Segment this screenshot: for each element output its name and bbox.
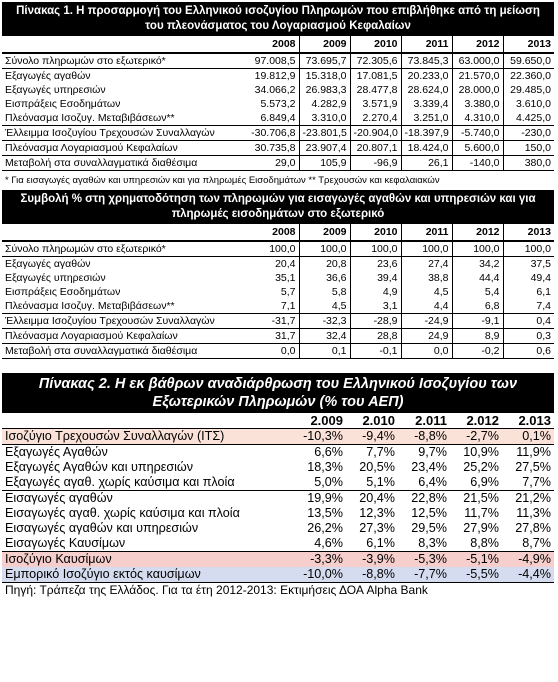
row-value: -0,1 <box>350 344 401 359</box>
row-value: -3,9% <box>346 552 398 568</box>
row-value: 22.360,0 <box>503 69 554 84</box>
row-value: -24,9 <box>401 314 452 329</box>
table-row <box>2 491 554 507</box>
row-label: Έλλειμμα Ισοζυγίου Τρεχουσών Συναλλαγών <box>2 314 248 329</box>
row-value: -9,4% <box>346 429 398 445</box>
row-value: 6,1 <box>503 285 554 299</box>
table2-source: Πηγή: Τράπεζα της Ελλάδος. Για τα έτη 2012-2013: Εκτιμήσεις ΔΟΑ Alpha Bank <box>2 582 554 598</box>
row-value: 34,2 <box>452 257 503 272</box>
row-value: 7,1 <box>280 300 296 312</box>
row-label: Σύνολο πληρωμών στο εξωτερικό* <box>2 53 248 69</box>
row-label: Εξαγωγές αγαθ. χωρίς καύσιμα και πλοία <box>2 475 294 491</box>
row-value: -0,2 <box>452 344 503 359</box>
row-value: 5,8 <box>299 285 350 299</box>
table-row <box>2 69 554 84</box>
row-value: 23.907,4 <box>299 141 350 156</box>
row-value: 15.318,0 <box>299 69 350 84</box>
row-value: 4,6% <box>294 536 346 552</box>
table-row <box>2 475 554 491</box>
row-value: 2.270,4 <box>350 111 401 126</box>
row-value: 8,9 <box>452 329 503 344</box>
year-header: 2012 <box>452 224 503 241</box>
row-value: 26,2% <box>307 521 343 535</box>
table-row <box>2 111 554 126</box>
row-value: 34.066,2 <box>254 84 296 96</box>
table1-footnote: * Για εισαγωγές αγαθών και υπηρεσιών και για πληρωμές Εισοδημάτων ** Τρεχουσών και κεφαλαιακών <box>5 175 440 186</box>
row-value: 23,6 <box>350 257 401 272</box>
table-row <box>2 314 554 329</box>
row-value: 12,3% <box>359 506 395 520</box>
row-label: Μεταβολή στα συναλλαγματικά διαθέσιμα <box>2 344 248 359</box>
row-value: 19.812,9 <box>254 70 296 82</box>
table-row <box>2 53 554 69</box>
year-header: 2013 <box>503 224 554 241</box>
row-value: 20,8 <box>299 257 350 272</box>
header-row <box>2 224 554 241</box>
row-label: Εμπορικό Ισοζύγιο εκτός καυσίμων <box>2 567 294 582</box>
row-value: 73.845,3 <box>401 53 452 69</box>
row-label: Εισαγωγές Καυσίμων <box>2 536 294 552</box>
row-value: 100,0 <box>401 241 452 257</box>
table-row <box>2 97 554 111</box>
row-value: 28.624,0 <box>401 83 452 97</box>
row-value: 13,5% <box>307 506 343 520</box>
row-value: 8,7% <box>502 536 554 552</box>
row-label: Εξαγωγές υπηρεσιών <box>5 272 106 284</box>
row-value: -96,9 <box>350 156 401 171</box>
row-value: -23.801,5 <box>299 126 350 141</box>
table-row <box>2 460 554 475</box>
row-value: 27,5% <box>515 460 551 474</box>
table-row <box>2 285 554 299</box>
row-value: 7,7% <box>366 445 395 459</box>
header-blank <box>2 224 248 241</box>
row-value: 19,9% <box>307 491 343 505</box>
row-value: -5.740,0 <box>452 126 503 141</box>
table1-title: Πίνακας 1. Η προσαρμογή του Ελληνικού ισοζυγίου Πληρωμών που επιβλήθηκε από τη μείωση του πλεονάσματος του Λογαριασμού Κεφαλαίων <box>2 2 554 36</box>
row-label: Σύνολο πληρωμών στο εξωτερικό* <box>2 241 248 257</box>
row-value: 100,0 <box>452 241 503 257</box>
table-row <box>2 429 554 445</box>
row-value: -7,7% <box>398 567 450 582</box>
row-value: 3,1 <box>350 299 401 314</box>
table-row <box>2 241 554 257</box>
row-label: Μεταβολή στα συναλλαγματικά διαθέσιμα <box>2 156 248 171</box>
row-value: 100,0 <box>503 241 554 257</box>
row-value: 32,4 <box>299 329 350 344</box>
row-value: 5,7 <box>280 286 296 298</box>
row-value: 20,4 <box>275 258 296 270</box>
table-row <box>2 126 554 141</box>
row-value: 27,4 <box>401 257 452 272</box>
year-header: 2009 <box>299 224 350 241</box>
row-label: Έλλειμμα Ισοζυγίου Τρεχουσών Συναλλαγών <box>2 126 248 141</box>
row-label: Πλεόνασμα Λογαριασμού Κεφαλαίων <box>2 141 248 156</box>
row-value: 100,0 <box>350 241 401 257</box>
row-value: 29.485,0 <box>503 83 554 97</box>
row-value: -10,3% <box>294 429 346 445</box>
row-value: 26.983,3 <box>299 83 350 97</box>
row-value: -28,9 <box>350 314 401 329</box>
row-value: -230,0 <box>503 126 554 141</box>
year-header: 2011 <box>401 36 452 53</box>
row-value: -20.904,0 <box>350 126 401 141</box>
row-value: 5,0% <box>294 475 346 491</box>
row-value: 4,5 <box>401 285 452 299</box>
row-value: -30.706,8 <box>248 126 299 141</box>
row-label: Εξαγωγές αγαθών <box>5 70 91 82</box>
row-value: 28,8 <box>350 329 401 344</box>
year-header: 2008 <box>248 224 299 241</box>
row-value: 20.233,0 <box>401 69 452 84</box>
row-value: 24,9 <box>401 329 452 344</box>
row-value: -3,3% <box>294 552 346 568</box>
row-label: Πλεόνασμα Ισοζυγ. Μεταβιβάσεων** <box>5 112 175 124</box>
row-value: 6,1% <box>346 536 398 552</box>
row-value: 38,8 <box>401 271 452 285</box>
row-value: 0,1 <box>299 344 350 359</box>
row-value: 29,0 <box>248 156 299 171</box>
row-value: 4.310,0 <box>452 111 503 126</box>
row-label: Εξαγωγές Αγαθών και υπηρεσιών <box>5 460 194 474</box>
row-value: 35,1 <box>275 272 296 284</box>
row-value: 20,5% <box>359 460 395 474</box>
row-value: 3.380,0 <box>452 97 503 111</box>
row-value: 100,0 <box>299 241 350 257</box>
row-value: 18,3% <box>307 460 343 474</box>
row-value: 5.600,0 <box>452 141 503 156</box>
row-value: -10,0% <box>294 567 346 582</box>
row-value: 11,9% <box>516 445 551 459</box>
row-value: 21.570,0 <box>452 69 503 84</box>
table1b <box>2 224 554 359</box>
row-value: 5,1% <box>346 475 398 491</box>
row-value: 31,7 <box>248 329 299 344</box>
row-value: 0,4 <box>503 314 554 329</box>
row-value: 4.425,0 <box>503 111 554 126</box>
table-row <box>2 506 554 521</box>
row-value: 105,9 <box>299 156 350 171</box>
table2 <box>2 413 554 582</box>
table-row <box>2 257 554 272</box>
row-value: 3.339,4 <box>401 97 452 111</box>
row-value: -8,8% <box>346 567 398 582</box>
table2-title: Πίνακας 2. Η εκ βάθρων αναδιάρθρωση του Ελληνικού Ισοζυγίου των Εξωτερικών Πληρωμών (% του ΑΕΠ) <box>2 373 554 413</box>
row-value: 5,4 <box>452 285 503 299</box>
row-value: 11,3% <box>516 506 551 520</box>
table-row <box>2 329 554 344</box>
row-value: 4,5 <box>299 299 350 314</box>
row-label: Εισπράξεις Εσοδημάτων <box>5 286 121 298</box>
year-header: 2.012 <box>450 413 502 429</box>
row-label: Εξαγωγές αγαθών <box>5 258 91 270</box>
row-value: 3.251,0 <box>401 111 452 126</box>
row-value: 6,6% <box>314 445 343 459</box>
row-value: 9,7% <box>418 445 447 459</box>
row-label: Εισαγωγές αγαθών <box>5 491 113 505</box>
row-value: 44,4 <box>452 271 503 285</box>
row-value: 27,9% <box>463 521 499 535</box>
row-value: 4,4 <box>401 299 452 314</box>
row-value: 28.477,8 <box>350 83 401 97</box>
row-value: 26,1 <box>401 156 452 171</box>
row-value: 36,6 <box>299 271 350 285</box>
row-label: Εξαγωγές υπηρεσιών <box>5 84 106 96</box>
row-value: 0,0 <box>248 344 299 359</box>
year-header: 2008 <box>248 36 299 53</box>
row-label: Εισπράξεις Εσοδημάτων <box>5 98 121 110</box>
row-value: 10,9% <box>463 445 499 459</box>
row-value: 21,2% <box>515 491 551 505</box>
row-value: 3.571,9 <box>350 97 401 111</box>
table-row <box>2 536 554 552</box>
row-label: Ισοζύγιο Καυσίμων <box>2 552 294 568</box>
year-header: 2010 <box>350 36 401 53</box>
row-value: 6,4% <box>398 475 450 491</box>
row-value: 97.008,5 <box>248 53 299 69</box>
row-value: 11,7% <box>464 506 499 520</box>
row-value: 7,7% <box>502 475 554 491</box>
row-value: 8,8% <box>450 536 502 552</box>
row-value: 63.000,0 <box>452 53 503 69</box>
table-row <box>2 156 554 171</box>
table-row <box>2 521 554 536</box>
row-value: 20.807,1 <box>350 141 401 156</box>
row-label: Πλεόνασμα Λογαριασμού Κεφαλαίων <box>2 329 248 344</box>
row-value: 380,0 <box>503 156 554 171</box>
row-value: 6,8 <box>452 299 503 314</box>
row-value: 4.282,9 <box>299 97 350 111</box>
table-row <box>2 445 554 461</box>
row-label: Εξαγωγές Αγαθών <box>5 445 108 459</box>
row-value: -4,9% <box>502 552 554 568</box>
header-blank <box>2 413 294 429</box>
row-value: 18.424,0 <box>401 141 452 156</box>
row-value: 25,2% <box>463 460 499 474</box>
table-row <box>2 344 554 359</box>
row-value: 49,4 <box>503 271 554 285</box>
row-label: Πλεόνασμα Ισοζυγ. Μεταβιβάσεων** <box>5 300 175 312</box>
table-row <box>2 83 554 97</box>
row-value: 12,5% <box>411 506 447 520</box>
row-value: -32,3 <box>299 314 350 329</box>
row-value: 30.735,8 <box>248 141 299 156</box>
row-label: Εισαγωγές αγαθ. χωρίς καύσιμα και πλοία <box>5 506 240 520</box>
row-value: 7,4 <box>503 299 554 314</box>
year-header: 2011 <box>401 224 452 241</box>
row-value: -8,8% <box>398 429 450 445</box>
row-value: -4,4% <box>502 567 554 582</box>
row-value: 22,8% <box>411 491 447 505</box>
year-header: 2.010 <box>346 413 398 429</box>
row-value: 6.849,4 <box>260 112 296 124</box>
year-header: 2.013 <box>502 413 554 429</box>
table-row <box>2 271 554 285</box>
row-value: 29,5% <box>411 521 447 535</box>
year-header: 2.009 <box>294 413 346 429</box>
row-value: 37,5 <box>503 257 554 272</box>
table1 <box>2 36 554 171</box>
row-value: -5,3% <box>398 552 450 568</box>
row-value: 150,0 <box>503 141 554 156</box>
year-header: 2.011 <box>398 413 450 429</box>
row-value: 8,3% <box>398 536 450 552</box>
row-value: 0,1% <box>502 429 554 445</box>
row-value: -140,0 <box>452 156 503 171</box>
row-value: 6,9% <box>450 475 502 491</box>
year-header: 2013 <box>503 36 554 53</box>
row-value: 0,6 <box>503 344 554 359</box>
row-value: -18.397,9 <box>401 126 452 141</box>
row-value: 5.573,2 <box>260 98 296 110</box>
row-value: 59.650,0 <box>503 53 554 69</box>
year-header: 2012 <box>452 36 503 53</box>
row-value: 4,9 <box>350 285 401 299</box>
row-value: 17.081,5 <box>350 69 401 84</box>
row-value: 23,4% <box>411 460 447 474</box>
row-value: -2,7% <box>450 429 502 445</box>
header-row <box>2 413 554 429</box>
header-blank <box>2 36 248 53</box>
row-value: 100,0 <box>248 241 299 257</box>
row-value: 3.310,0 <box>299 111 350 126</box>
row-value: -5,1% <box>450 552 502 568</box>
row-value: 27,3% <box>359 521 395 535</box>
table-row <box>2 552 554 568</box>
row-value: 20,4% <box>359 491 395 505</box>
row-value: 3.610,0 <box>503 97 554 111</box>
row-label: Ισοζύγιο Τρεχουσών Συναλλαγών (ΙΤΣ) <box>2 429 294 445</box>
row-value: 27,8% <box>515 521 551 535</box>
table-row <box>2 299 554 314</box>
row-value: 0,0 <box>401 344 452 359</box>
row-value: -31,7 <box>248 314 299 329</box>
row-value: 73.695,7 <box>299 53 350 69</box>
header-row <box>2 36 554 53</box>
row-value: 72.305,6 <box>350 53 401 69</box>
row-value: 0,3 <box>503 329 554 344</box>
year-header: 2010 <box>350 224 401 241</box>
row-value: 39,4 <box>350 271 401 285</box>
row-value: -9,1 <box>452 314 503 329</box>
row-label: Εισαγωγές αγαθών και υπηρεσιών <box>5 521 199 535</box>
row-value: 28.000,0 <box>452 83 503 97</box>
table1b-title: Συμβολή % στη χρηματοδότηση των πληρωμών για εισαγωγές αγαθών και υπηρεσιών και για πληρωμές εισοδημάτων στο εξωτερικό <box>2 190 554 224</box>
table-row <box>2 567 554 582</box>
year-header: 2009 <box>299 36 350 53</box>
table-row <box>2 141 554 156</box>
row-value: 21,5% <box>463 491 499 505</box>
row-value: -5,5% <box>450 567 502 582</box>
